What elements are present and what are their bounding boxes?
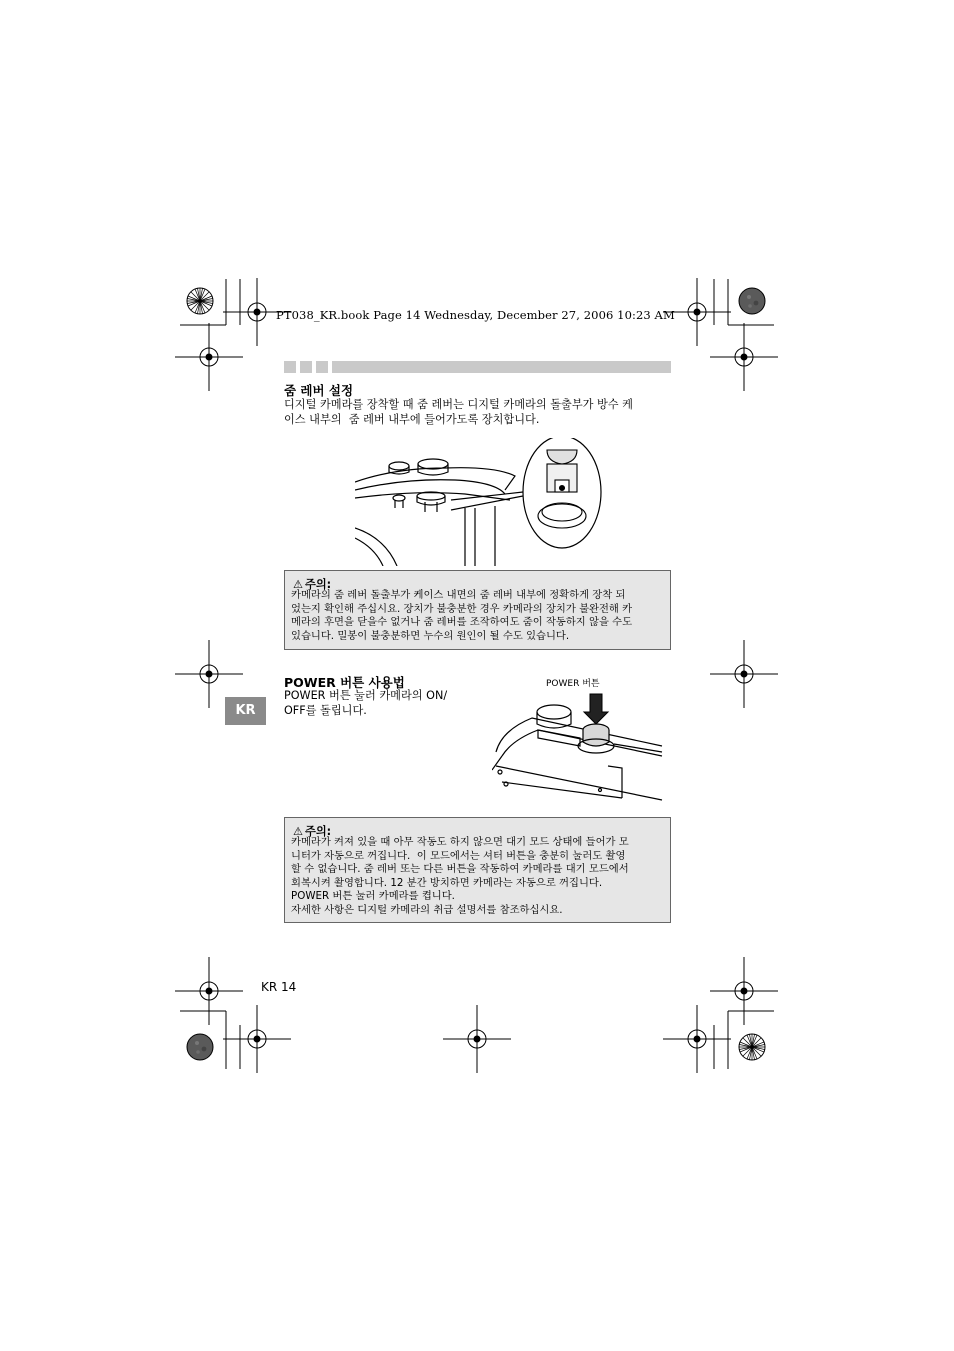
caution-line: 있습니다. 밀봉이 불충분하면 누수의 원인이 될 수도 있습니다. — [291, 629, 570, 642]
caution-box-power — [284, 817, 671, 923]
print-header-line: PT038_KR.book Page 14 Wednesday, December 27, 2006 10:23 AM — [276, 308, 675, 322]
caution-line: POWER 버튼 눌러 카메라를 켭니다. — [291, 890, 455, 903]
title-bar-square — [316, 361, 328, 373]
caution-body — [291, 836, 629, 918]
power-button-heading: POWER 버튼 사용법 — [284, 675, 405, 690]
caution-line: 자세한 사항은 디지털 카메라의 취급 설명서를 참조하십시요. — [291, 903, 563, 916]
language-tab: KR — [225, 697, 266, 725]
power-text-line: OFF를 돌립니다. — [284, 704, 367, 717]
caution-line: 회복시켜 촬영합니다. 12 분간 방치하면 카메라는 자동으로 꺼집니다. — [291, 876, 603, 889]
caution-line: 니터가 자동으로 꺼집니다. 이 모드에서는 셔터 버튼을 충분히 눌러도 촬영 — [291, 849, 626, 862]
caution-title-text: 주의 — [305, 825, 327, 838]
caution-line: 카메라의 줌 레버 돌출부가 케이스 내면의 줌 레버 내부에 정확하게 장착 되 — [291, 589, 626, 601]
power-button-text — [284, 688, 447, 718]
zoom-lever-text-line: 디지털 카메라를 장착할 때 줌 레버는 디지털 카메라의 돌출부가 방수 케 — [284, 398, 633, 411]
caution-title: ⚠ 주의: — [293, 578, 332, 591]
section-title-bar — [284, 361, 671, 373]
caution-title: ⚠ 주의: — [293, 825, 332, 838]
page-number: KR 14 — [261, 980, 297, 994]
warning-triangle-icon: ⚠ — [293, 825, 304, 838]
power-text-line: POWER 버튼 눌러 카메라의 ON/ — [284, 689, 448, 702]
title-bar-square — [300, 361, 312, 373]
caution-line: 할 수 없습니다. 줌 레버 또는 다른 버튼을 작동하여 카메라를 대기 모드에서 — [291, 863, 629, 876]
zoom-lever-text-line: 이스 내부의 줌 레버 내부에 들어가도록 장치합니다. — [284, 413, 540, 426]
power-button-illustration — [492, 690, 664, 802]
title-bar-strip — [332, 361, 671, 373]
caution-line: 카메라가 켜져 있을 때 아무 작동도 하지 않으면 대기 모드 상태에 들어가 모 — [291, 836, 629, 848]
caution-line: 메라의 후면을 닫을수 없거나 줌 레버를 조작하여도 줌이 작동하지 않을 수도 — [291, 616, 633, 629]
title-bar-square — [284, 361, 296, 373]
caution-line: 었는지 확인해 주십시요. 장치가 불충분한 경우 카메라의 장치가 불완전해 카 — [291, 602, 633, 615]
warning-triangle-icon: ⚠ — [293, 578, 304, 591]
power-button-figure-label: POWER 버튼 — [546, 679, 600, 689]
zoom-lever-text — [284, 397, 633, 427]
caution-title-text: 주의 — [305, 578, 327, 591]
caution-body — [291, 589, 632, 643]
zoom-lever-heading: 줌 레버 설정 — [284, 383, 354, 398]
caution-box-zoom — [284, 570, 671, 650]
zoom-lever-illustration — [355, 438, 605, 566]
